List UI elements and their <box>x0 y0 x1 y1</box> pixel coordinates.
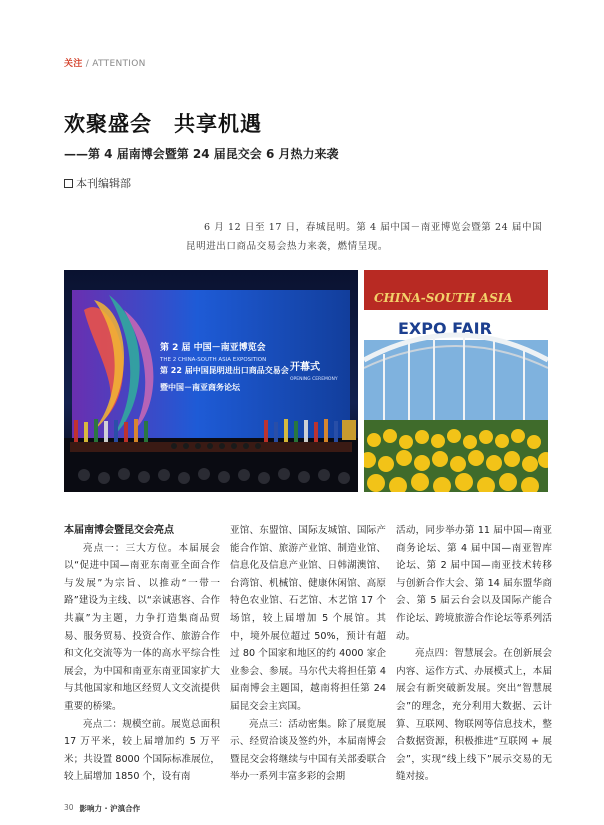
paragraph-highlight-1: 亮点一：三大方位。本届展会以“促进中国—南亚东南亚全面合作与发展”为宗旨、以推动“一带一路”建设为主线、以“亲诚惠容、合作共赢”为主题，力争打造集商品贸易、服务贸易、投资合作、旅游合作和文化交流等为一体的高水平综合性展会，为中国和南亚东南亚国家扩大与其他国家和地区经贸人文交流提供重要的桥梁。 <box>64 542 220 712</box>
screen-line-2: THE 2 CHINA-SOUTH ASIA EXPOSITION <box>160 357 267 363</box>
page-footer <box>64 803 140 814</box>
article-subtitle: ——第 4 届南博会暨第 24 届昆交会 6 月热力来袭 <box>64 147 339 161</box>
byline-text: 本刊编辑部 <box>76 177 131 190</box>
expo-fair-text: EXPO FAIR <box>398 319 492 338</box>
section-label-en: / ATTENTION <box>82 59 146 69</box>
screen-line-1: 第 2 届 中国－南亚博览会 <box>160 343 266 353</box>
square-icon <box>64 179 73 188</box>
expo-gate-photo <box>364 270 548 492</box>
byline <box>64 175 131 191</box>
body-column-1 <box>64 522 220 786</box>
screen-line-5: 暨中国－南亚商务论坛 <box>160 383 240 392</box>
page-number: 30 <box>64 803 74 812</box>
body-column-2 <box>230 522 386 786</box>
opening-ceremony-photo <box>64 270 358 492</box>
paragraph-highlight-2-cont: 亚馆、东盟馆、国际友城馆、国际产能合作馆、旅游产业馆、制造业馆、信息化及信息产业馆、日韩湖澳馆、台湾馆、机械馆、健康休闲馆、高原特色农业馆、石艺馆、木艺馆 17 个场馆，较上届增加 5 个展馆。其中，境外展位超过 50%，预计有超过 80 个国家和地区的约 4000 家企业参会、参展。马尔代夫将担任第 4 届南博会主题国，越南将担任第 24 届昆交会主宾国。 <box>230 525 386 712</box>
section-tag <box>64 56 146 69</box>
section-label-cn: 关注 <box>64 59 83 69</box>
highlights-heading: 本届南博会暨昆交会亮点 <box>64 525 174 536</box>
paragraph-highlight-3-cont: 活动，同步举办第 11 届中国—南亚商务论坛、第 4 届中国—南亚智库论坛、第 2 届中国—南亚技术转移与创新合作大会、第 14 届东盟华商会、第 5 届云台会以及国际产能合作论坛、跨境旅游合作论坛等系列活动。 <box>396 525 552 642</box>
screen-line-6: OPENING CEREMONY <box>290 377 338 382</box>
body-column-3 <box>396 522 552 786</box>
banner-text: CHINA-SOUTH ASIA <box>374 291 513 305</box>
paragraph-highlight-3: 亮点三：活动密集。除了展览展示、经贸洽谈及签约外，本届南博会暨昆交会将继续与中国有关部委联合举办一系列丰富多彩的会期 <box>230 718 386 783</box>
article-title: 欢聚盛会 共享机遇 <box>64 112 262 136</box>
magazine-name: 影响力 · 沪滇合作 <box>79 804 141 813</box>
lede-paragraph: 6 月 12 日至 17 日，春城昆明。第 4 届中国－南亚博览会暨第 24 届中国昆明进出口商品交易会热力来袭，燃情呈现。 <box>186 222 543 252</box>
paragraph-highlight-2: 亮点二：规模空前。展览总面积 17 万平米，较上届增加约 5 万平米；共设置 8000 个国际标准展位，较上届增加 1850 个，设有南 <box>64 718 220 783</box>
screen-line-4: 开幕式 <box>290 362 320 373</box>
paragraph-highlight-4: 亮点四：智慧展会。在创新展会内容、运作方式、办展模式上，本届展会有新突破新发展。突出“智慧展会”的理念，充分利用大数据、云计算、互联网、物联网等信息技术，整合数据资源，积极推进“互联网 + 展会”，实现“线上线下”展示交易的无缝对接。 <box>396 648 552 783</box>
screen-line-3: 第 22 届中国昆明进出口商品交易会 <box>160 366 289 375</box>
